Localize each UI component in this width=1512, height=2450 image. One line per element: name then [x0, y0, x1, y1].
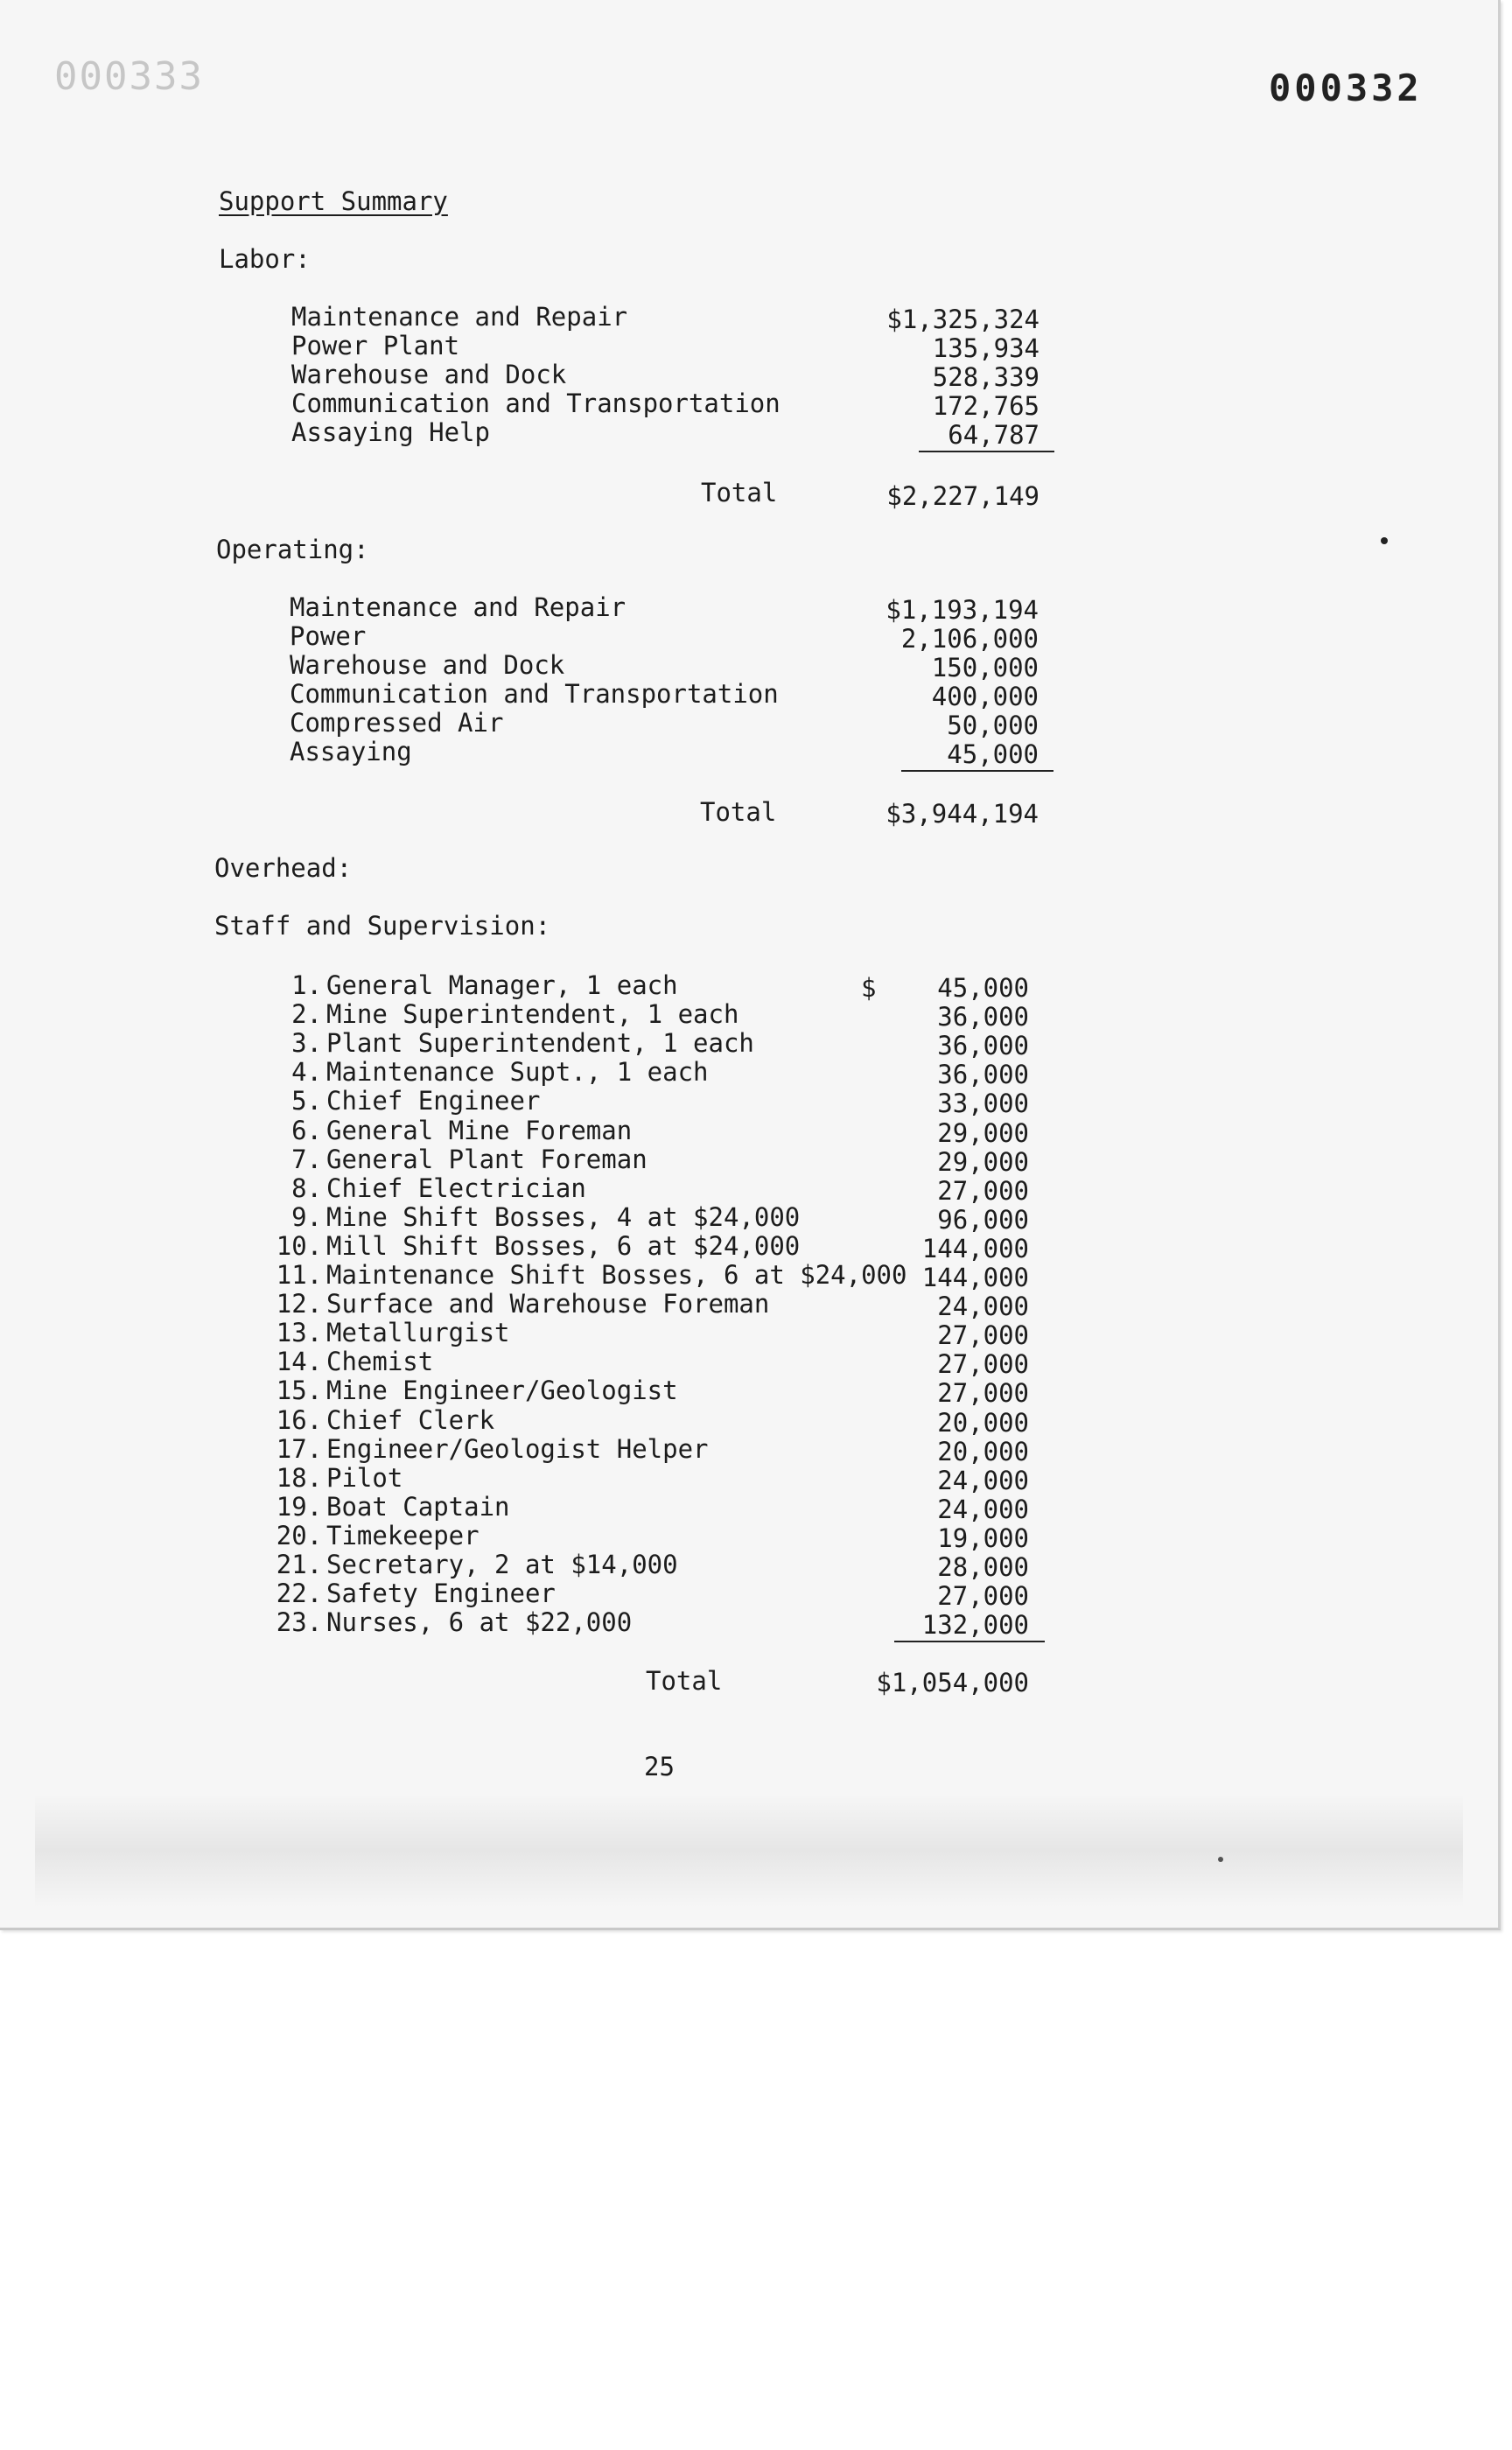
line-item-amount: 24,000 [937, 1292, 1029, 1322]
item-number: 20. [276, 1520, 323, 1550]
stray-mark [1381, 537, 1388, 544]
line-item-label: Maintenance Shift Bosses, 6 at $24,000 [326, 1260, 907, 1290]
line-item-amount: 27,000 [937, 1581, 1029, 1612]
line-item-label: Chief Electrician [326, 1172, 586, 1203]
line-item-amount: 27,000 [937, 1320, 1029, 1351]
stray-mark [1218, 1857, 1223, 1862]
staff-supervision-heading: Staff and Supervision: [214, 911, 551, 941]
page-number: 25 [644, 1752, 675, 1782]
line-item-amount: $1,325,324 [886, 304, 1040, 334]
item-number: 15. [276, 1376, 323, 1406]
line-item-amount: 19,000 [937, 1522, 1029, 1553]
line-item-label: Safety Engineer [326, 1578, 556, 1609]
line-item-label: Communication and Transportation [290, 679, 779, 709]
item-number: 6. [291, 1115, 322, 1145]
line-item-amount: 135,934 [932, 333, 1040, 363]
line-item-amount: 36,000 [937, 1060, 1029, 1090]
overhead-heading: Overhead: [214, 853, 353, 883]
faded-stamp-number: 000333 [54, 54, 204, 99]
line-item-label: Metallurgist [326, 1318, 510, 1348]
line-item-label: Mine Shift Bosses, 4 at $24,000 [326, 1201, 801, 1232]
item-number: 7. [291, 1144, 322, 1174]
line-item-label: General Plant Foreman [326, 1144, 648, 1174]
operating-total-label: Total [700, 797, 777, 827]
line-item-amount: 45,000 [947, 739, 1039, 769]
line-item-amount: 144,000 [921, 1263, 1029, 1292]
line-item-label: Secretary, 2 at $14,000 [326, 1550, 678, 1579]
subtotal-rule [894, 1641, 1045, 1642]
line-item-amount: 150,000 [931, 653, 1039, 682]
item-number: 22. [276, 1578, 323, 1609]
line-item-amount: 29,000 [937, 1117, 1029, 1148]
line-item-label: Mine Superintendent, 1 each [326, 999, 739, 1030]
line-item-label: General Mine Foreman [326, 1115, 633, 1145]
line-item-label: Timekeeper [326, 1520, 480, 1550]
line-item-amount: 96,000 [937, 1204, 1029, 1235]
item-number: 10. [276, 1230, 323, 1261]
labor-total-label: Total [701, 478, 778, 508]
line-item-label: Boat Captain [326, 1491, 510, 1522]
subtotal-rule [901, 770, 1054, 772]
item-number: 4. [291, 1057, 322, 1088]
line-item-label: Assaying Help [291, 417, 490, 447]
line-item-label: Maintenance Supt., 1 each [326, 1057, 709, 1088]
item-number: 18. [276, 1462, 323, 1493]
line-item-amount: 64,787 [948, 420, 1040, 450]
line-item-amount: 2,106,000 [900, 624, 1039, 654]
labor-total-amount: $2,227,149 [886, 481, 1040, 511]
item-number: 5. [291, 1086, 322, 1116]
line-item-label: Plant Superintendent, 1 each [326, 1028, 754, 1059]
labor-heading: Labor: [219, 244, 311, 274]
line-item-amount: 20,000 [937, 1436, 1029, 1466]
line-item-label: Chief Engineer [326, 1086, 541, 1116]
item-number: 19. [276, 1491, 323, 1522]
line-item-amount: $1,193,194 [886, 595, 1039, 625]
line-item-label: Warehouse and Dock [291, 360, 567, 389]
overhead-total-label: Total [646, 1666, 723, 1696]
line-item-label: Assaying [290, 737, 412, 766]
item-number: 1. [291, 970, 322, 1000]
line-item-label: Chemist [326, 1347, 434, 1377]
line-item-amount: 27,000 [937, 1349, 1029, 1380]
line-item-amount: $ 45,000 [860, 973, 1029, 1003]
item-number: 11. [276, 1260, 323, 1290]
line-item-label: Compressed Air [290, 708, 504, 738]
line-item-label: Warehouse and Dock [290, 650, 565, 680]
line-item-label: Engineer/Geologist Helper [326, 1433, 709, 1464]
item-number: 17. [276, 1433, 323, 1464]
line-item-amount: 27,000 [937, 1175, 1029, 1206]
line-item-label: Power [290, 621, 367, 651]
line-item-label: Nurses, 6 at $22,000 [326, 1607, 633, 1638]
line-item-amount: 36,000 [937, 1002, 1029, 1032]
line-item-label: Maintenance and Repair [291, 302, 628, 332]
line-item-amount: 172,765 [932, 391, 1040, 421]
line-item-label: Chief Clerk [326, 1404, 495, 1435]
item-number: 12. [276, 1289, 323, 1320]
line-item-label: General Manager, 1 each [326, 970, 678, 1000]
item-number: 23. [276, 1607, 323, 1638]
item-number: 2. [291, 999, 322, 1030]
item-number: 8. [291, 1172, 322, 1203]
line-item-amount: 33,000 [937, 1088, 1029, 1119]
operating-total-amount: $3,944,194 [886, 799, 1039, 829]
line-item-amount: 400,000 [931, 682, 1039, 711]
line-item-label: Surface and Warehouse Foreman [326, 1289, 770, 1320]
line-item-amount: 24,000 [937, 1494, 1029, 1524]
page-code-number: 000332 [1269, 66, 1423, 109]
item-number: 14. [276, 1347, 323, 1377]
line-item-amount: 29,000 [937, 1146, 1029, 1177]
item-number: 21. [276, 1550, 323, 1579]
line-item-amount: 28,000 [937, 1552, 1029, 1582]
line-item-amount: 27,000 [937, 1378, 1029, 1409]
item-number: 3. [291, 1028, 322, 1059]
line-item-label: Maintenance and Repair [290, 592, 626, 622]
item-number: 13. [276, 1318, 323, 1348]
document-title: Support Summary [219, 186, 448, 216]
line-item-label: Mine Engineer/Geologist [326, 1376, 678, 1406]
line-item-amount: 36,000 [937, 1031, 1029, 1061]
line-item-amount: 144,000 [921, 1233, 1029, 1264]
line-item-amount: 132,000 [921, 1610, 1029, 1641]
line-item-amount: 528,339 [932, 362, 1040, 392]
line-item-amount: 20,000 [937, 1407, 1029, 1438]
line-item-label: Power Plant [291, 331, 460, 360]
line-item-label: Pilot [326, 1462, 403, 1493]
line-item-amount: 50,000 [947, 710, 1039, 740]
overhead-total-amount: $1,054,000 [876, 1668, 1029, 1698]
line-item-amount: 24,000 [937, 1465, 1029, 1495]
operating-heading: Operating: [216, 535, 369, 564]
item-number: 16. [276, 1404, 323, 1435]
item-number: 9. [291, 1201, 322, 1232]
line-item-label: Mill Shift Bosses, 6 at $24,000 [326, 1230, 801, 1261]
line-item-label: Communication and Transportation [291, 388, 780, 418]
subtotal-rule [919, 451, 1054, 452]
